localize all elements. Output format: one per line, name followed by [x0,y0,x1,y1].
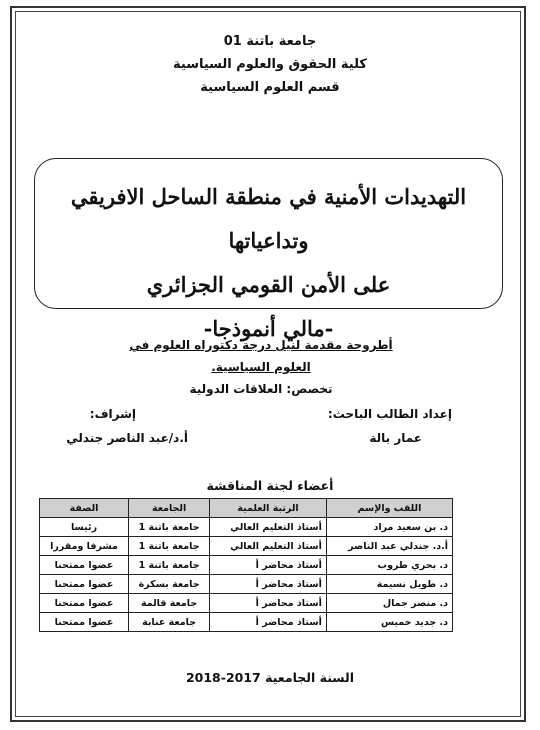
committee-title: أعضاء لجنة المناقشة [206,478,334,493]
member-rank: أستاذ التعليم العالي [210,537,327,556]
thesis-description: أطروحة مقدمة لنيل درجة دكتوراه العلوم في العلوم السياسية. [129,338,393,374]
header-role: الصفة [40,499,129,518]
member-name: أ.د. جندلي عبد الناصر [326,537,452,556]
member-name: د. بحري طروب [326,556,452,575]
table-row [40,575,453,594]
member-university: جامعة باتنة 1 [129,537,210,556]
table-row [40,613,453,632]
member-name: د. بن سعيد مراد [326,518,452,537]
institution-header [0,30,540,99]
member-rank: أستاذ محاضر أ [210,575,327,594]
university-name: جامعة باتنة 01 [223,34,317,49]
member-name: د. منصر جمال [326,594,452,613]
thesis-info [110,334,412,400]
member-rank: أستاذ التعليم العالي [210,518,327,537]
member-rank: أستاذ محاضر أ [210,556,327,575]
member-university: جامعة باتنة 1 [129,518,210,537]
table-row [40,556,453,575]
supervisor-block [38,402,188,450]
thesis-title-box [34,158,503,341]
member-role: عضوا ممتحنا [40,575,129,594]
supervisor-label: إشراف: [89,407,136,421]
member-university: جامعة باتنة 1 [129,556,210,575]
supervisor-name: أ.د/عبد الناصر جندلي [66,431,188,445]
thesis-title-line-1: التهديدات الأمنية في منطقة الساحل الافريقي وتداعياتها [70,184,467,253]
member-role: مشرفا ومقررا [40,537,129,556]
header-name: اللقب والإسم [326,499,452,518]
table-row [40,594,453,613]
thesis-title-line-2: على الأمن القومي الجزائري [146,272,391,297]
member-university: جامعة قالمة [129,594,210,613]
student-block [262,402,452,450]
member-name: د. طويل نسيمة [326,575,452,594]
member-rank: أستاذ محاضر أ [210,594,327,613]
member-role: عضوا ممتحنا [40,556,129,575]
header-rank: الرتبة العلمية [210,499,327,518]
member-role: رئيسا [40,518,129,537]
thesis-specialization: تخصص: العلاقات الدولية [189,382,333,396]
table-row [40,518,453,537]
member-university: جامعة بسكرة [129,575,210,594]
member-role: عضوا ممتحنا [40,613,129,632]
member-name: د. جديد خميس [326,613,452,632]
committee-table [39,498,453,632]
member-university: جامعة عنابة [129,613,210,632]
student-label: إعداد الطالب الباحث: [327,407,452,421]
student-name: عمار بالة [369,431,422,445]
member-role: عضوا ممتحنا [40,594,129,613]
thesis-title-line-3: -مالي أنموذجا- [203,316,334,341]
committee-header-row [40,499,453,518]
academic-year: السنة الجامعية 2017-2018 [185,670,355,685]
header-university: الجامعة [129,499,210,518]
table-row [40,537,453,556]
faculty-name: كلية الحقوق والعلوم السياسية [173,57,367,72]
department-name: قسم العلوم السياسية [200,80,340,95]
member-rank: أستاذ محاضر أ [210,613,327,632]
